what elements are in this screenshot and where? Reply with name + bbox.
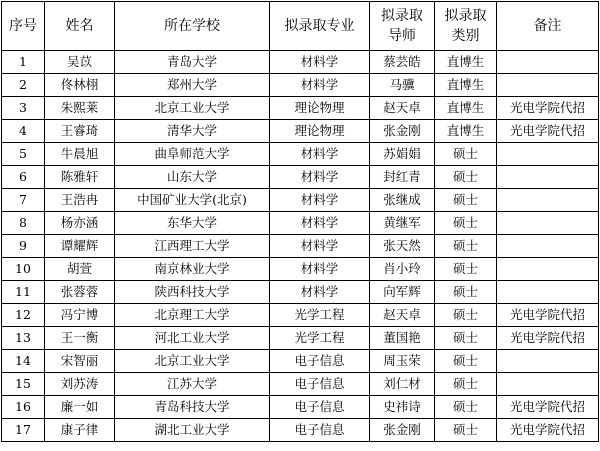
table-row [2,189,599,212]
cell-seq: 9 [2,235,45,258]
cell-school: 南京林业大学 [115,258,270,281]
cell-seq: 8 [2,212,45,235]
cell-notes: 光电学院代招 [497,97,599,120]
cell-name: 佟林栩 [45,74,115,97]
cell-category: 直博生 [435,74,497,97]
cell-notes: 光电学院代招 [497,327,599,350]
cell-major: 电子信息 [270,396,370,419]
cell-category: 硕士 [435,235,497,258]
header-category [435,2,497,51]
cell-notes [497,74,599,97]
cell-name: 刘苏涛 [45,373,115,396]
admission-list [1,1,599,442]
cell-category: 直博生 [435,51,497,74]
admission-table [1,1,599,442]
cell-name: 康子律 [45,419,115,442]
cell-name: 吴苡 [45,51,115,74]
table-row [2,396,599,419]
cell-school: 清华大学 [115,120,270,143]
cell-major: 理论物理 [270,97,370,120]
cell-major: 电子信息 [270,419,370,442]
cell-seq: 16 [2,396,45,419]
cell-seq: 7 [2,189,45,212]
cell-advisor: 张金刚 [370,120,435,143]
table-row [2,327,599,350]
table-row [2,419,599,442]
cell-notes [497,258,599,281]
cell-seq: 1 [2,51,45,74]
header-major: 拟录取专业 [270,2,370,51]
cell-name: 廉一如 [45,396,115,419]
table-row [2,166,599,189]
header-notes: 备注 [497,2,599,51]
cell-name: 宋智丽 [45,350,115,373]
cell-school: 东华大学 [115,212,270,235]
cell-notes: 光电学院代招 [497,396,599,419]
cell-category: 硕士 [435,373,497,396]
cell-school: 北京工业大学 [115,350,270,373]
table-row [2,143,599,166]
cell-major: 理论物理 [270,120,370,143]
cell-major: 材料学 [270,212,370,235]
cell-major: 电子信息 [270,373,370,396]
cell-category: 硕士 [435,258,497,281]
cell-seq: 11 [2,281,45,304]
cell-advisor: 苏娟娟 [370,143,435,166]
cell-major: 光学工程 [270,327,370,350]
cell-school: 陕西科技大学 [115,281,270,304]
cell-seq: 14 [2,350,45,373]
cell-name: 杨亦涵 [45,212,115,235]
cell-seq: 4 [2,120,45,143]
header-advisor-line2: 导师 [388,28,416,44]
cell-notes [497,350,599,373]
cell-school: 青岛科技大学 [115,396,270,419]
header-advisor [370,2,435,51]
cell-advisor: 向军辉 [370,281,435,304]
cell-school: 北京工业大学 [115,97,270,120]
cell-seq: 3 [2,97,45,120]
cell-category: 直博生 [435,120,497,143]
cell-major: 材料学 [270,258,370,281]
cell-advisor: 赵天卓 [370,97,435,120]
cell-notes [497,143,599,166]
table-row [2,120,599,143]
table-body [2,51,599,442]
cell-name: 陈雅轩 [45,166,115,189]
cell-major: 材料学 [270,189,370,212]
cell-major: 材料学 [270,235,370,258]
cell-notes [497,189,599,212]
header-row [2,2,599,51]
cell-school: 曲阜师范大学 [115,143,270,166]
cell-notes: 光电学院代招 [497,419,599,442]
cell-notes: 光电学院代招 [497,120,599,143]
cell-notes [497,373,599,396]
cell-name: 王一衡 [45,327,115,350]
cell-major: 材料学 [270,51,370,74]
cell-name: 张蓉蓉 [45,281,115,304]
table-row [2,350,599,373]
cell-advisor: 马骥 [370,74,435,97]
cell-category: 硕士 [435,166,497,189]
cell-school: 北京理工大学 [115,304,270,327]
cell-category: 直博生 [435,97,497,120]
cell-advisor: 史祎诗 [370,396,435,419]
cell-name: 王睿琦 [45,120,115,143]
header-seq: 序号 [2,2,45,51]
cell-seq: 2 [2,74,45,97]
cell-school: 江西理工大学 [115,235,270,258]
cell-major: 材料学 [270,74,370,97]
cell-seq: 12 [2,304,45,327]
table-row [2,281,599,304]
cell-advisor: 肖小玲 [370,258,435,281]
cell-major: 材料学 [270,143,370,166]
cell-notes [497,166,599,189]
table-row [2,212,599,235]
table-row [2,373,599,396]
table-row [2,74,599,97]
cell-notes [497,235,599,258]
cell-category: 硕士 [435,350,497,373]
cell-major: 材料学 [270,281,370,304]
cell-school: 河北工业大学 [115,327,270,350]
table-row [2,235,599,258]
header-advisor-line1: 拟录取 [381,8,423,24]
cell-name: 朱熙莱 [45,97,115,120]
cell-school: 江苏大学 [115,373,270,396]
cell-category: 硕士 [435,396,497,419]
table-row [2,304,599,327]
cell-notes [497,281,599,304]
cell-advisor: 赵天卓 [370,304,435,327]
cell-seq: 10 [2,258,45,281]
cell-advisor: 黄继军 [370,212,435,235]
cell-seq: 6 [2,166,45,189]
cell-advisor: 封红青 [370,166,435,189]
cell-notes [497,51,599,74]
cell-name: 王浩冉 [45,189,115,212]
header-name: 姓名 [45,2,115,51]
cell-category: 硕士 [435,212,497,235]
cell-school: 郑州大学 [115,74,270,97]
cell-advisor: 蔡芸皓 [370,51,435,74]
cell-seq: 15 [2,373,45,396]
cell-advisor: 刘仁材 [370,373,435,396]
cell-school: 山东大学 [115,166,270,189]
cell-category: 硕士 [435,189,497,212]
cell-seq: 17 [2,419,45,442]
cell-notes: 光电学院代招 [497,304,599,327]
header-school: 所在学校 [115,2,270,51]
cell-category: 硕士 [435,143,497,166]
header-category-line1: 拟录取 [444,8,487,24]
cell-name: 谭耀辉 [45,235,115,258]
cell-notes [497,212,599,235]
cell-seq: 5 [2,143,45,166]
cell-category: 硕士 [435,304,497,327]
header-category-line2: 类别 [451,28,480,44]
cell-major: 电子信息 [270,350,370,373]
table-row [2,258,599,281]
cell-major: 材料学 [270,166,370,189]
cell-school: 湖北工业大学 [115,419,270,442]
cell-advisor: 周玉荣 [370,350,435,373]
cell-name: 胡萱 [45,258,115,281]
cell-advisor: 张金刚 [370,419,435,442]
cell-advisor: 张继成 [370,189,435,212]
cell-school: 中国矿业大学(北京) [115,189,270,212]
cell-name: 牛晨旭 [45,143,115,166]
cell-seq: 13 [2,327,45,350]
cell-advisor: 董国艳 [370,327,435,350]
table-row [2,51,599,74]
cell-category: 硕士 [435,419,497,442]
table-row [2,97,599,120]
cell-major: 光学工程 [270,304,370,327]
cell-category: 硕士 [435,327,497,350]
cell-category: 硕士 [435,281,497,304]
cell-name: 冯宁博 [45,304,115,327]
cell-advisor: 张天然 [370,235,435,258]
cell-school: 青岛大学 [115,51,270,74]
